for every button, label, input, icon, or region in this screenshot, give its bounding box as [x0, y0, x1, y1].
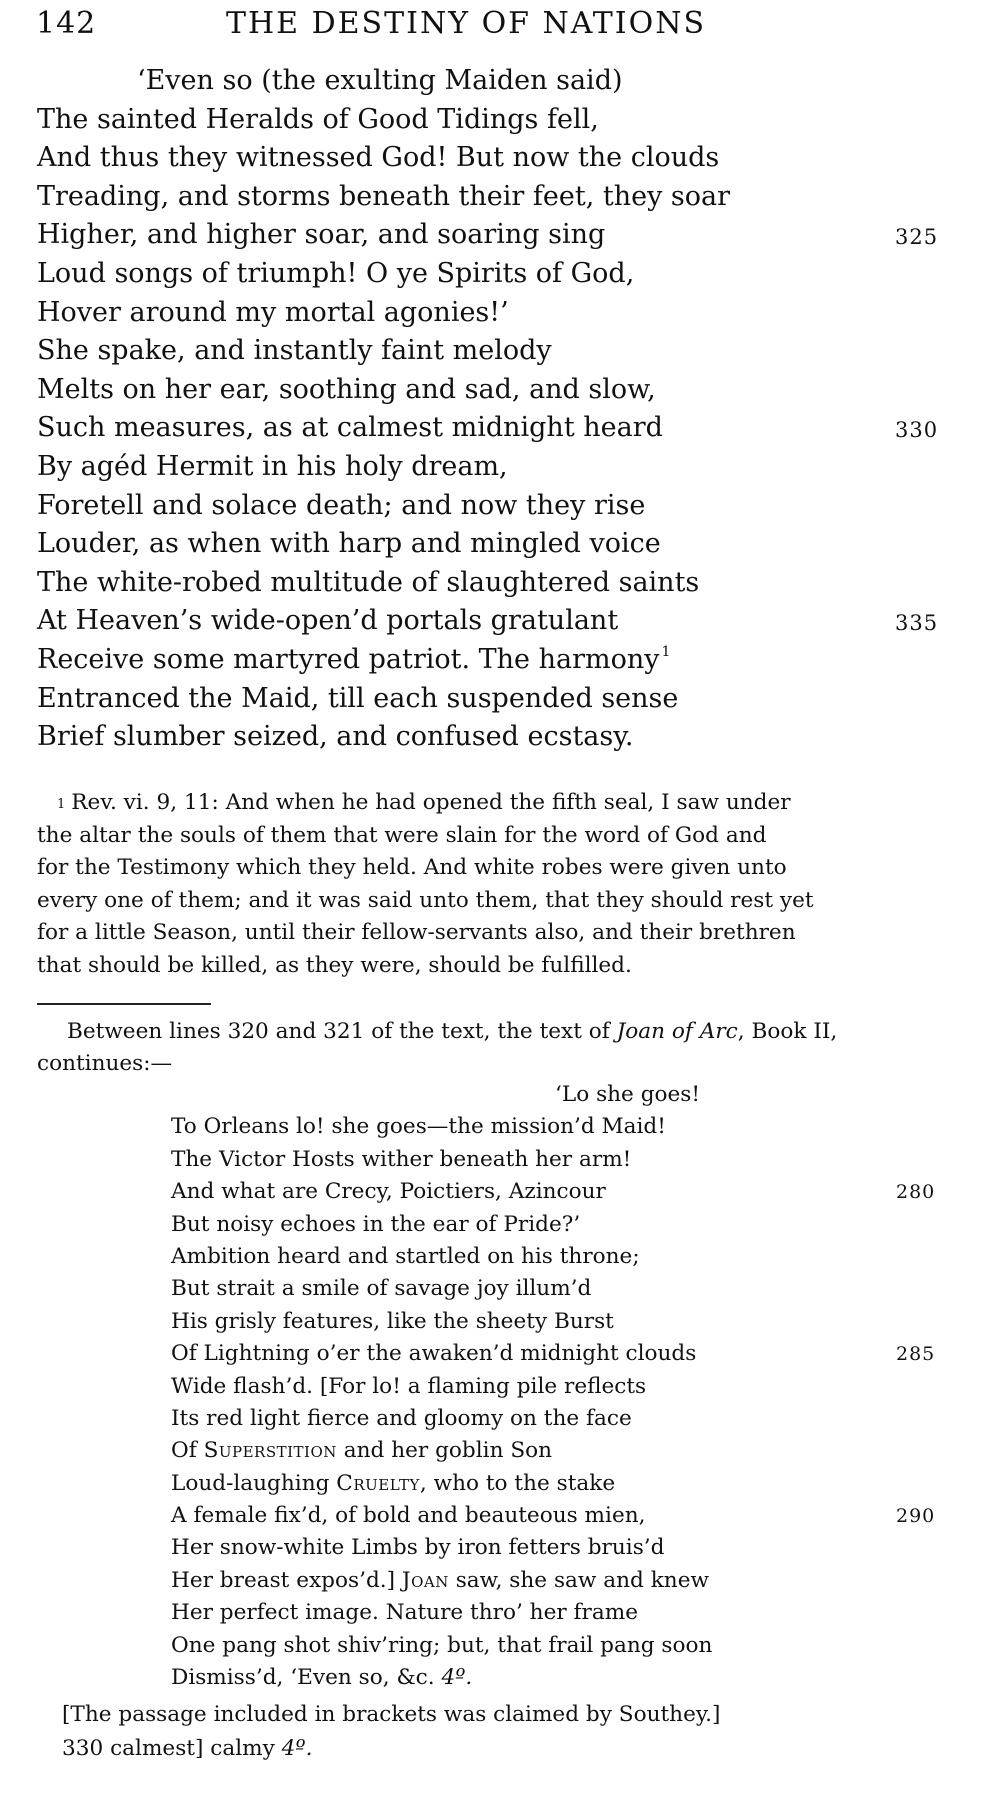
line-number: 330: [895, 418, 939, 443]
footnote-reference[interactable]: 1: [661, 643, 671, 660]
line-number: 335: [895, 611, 939, 636]
page-title: THE DESTINY OF NATIONS: [226, 6, 707, 41]
line-number: 325: [895, 225, 939, 250]
poem-line: She spake, and instantly faint melody: [37, 335, 552, 367]
variant-line: The Victor Hosts wither beneath her arm!: [171, 1146, 632, 1172]
line-number: 290: [896, 1505, 936, 1528]
footnote-line: every one of them; and it was said unto them, that they should rest yet: [37, 887, 814, 913]
variant-line: But strait a smile of savage joy illum’d: [171, 1276, 592, 1302]
poem-line: Brief slumber seized, and confused ecstasy.: [37, 721, 634, 753]
variant-line: Dismiss’d, ‘Even so, &c. 4º.: [171, 1665, 473, 1691]
variant-intro-line: continues:—: [37, 1051, 173, 1076]
poem-line: Foretell and solace death; and now they rise: [37, 489, 646, 521]
edition-mark: 4º.: [441, 1665, 473, 1691]
variant-line: Her breast expos’d.] Joan saw, she saw and knew: [171, 1567, 709, 1593]
textual-variant-note: 330 calmest] calmy 4º.: [62, 1736, 313, 1761]
footnote-mark: 1: [57, 797, 66, 812]
footnote-line: that should be killed, as they were, should be fulfilled.: [37, 952, 632, 978]
variant-line: Loud-laughing Cruelty, who to the stake: [171, 1470, 616, 1496]
poem-line: Loud songs of triumph! O ye Spirits of God,: [37, 257, 635, 289]
variant-line: One pang shot shiv’ring; but, that frail pang soon: [171, 1632, 713, 1658]
poem-line: Entranced the Maid, till each suspended sense: [37, 682, 679, 714]
poem-text: [37, 62, 937, 757]
poem-line: Such measures, as at calmest midnight heard 330: [37, 409, 937, 448]
page-number: 142: [36, 6, 97, 41]
variant-introduction: [37, 1016, 955, 1080]
variant-passage: [171, 1079, 961, 1694]
poem-line: Treading, and storms beneath their feet, they soar: [37, 180, 731, 212]
edition-mark: 4º.: [281, 1736, 313, 1761]
footnote-line: for a little Season, until their fellow-servants also, and their brethren: [37, 920, 796, 946]
poem-line: Receive some martyred patriot. The harmony $^1$: [37, 643, 671, 675]
poem-line: Louder, as when with harp and mingled voice: [37, 528, 661, 560]
bracket-note: [The passage included in brackets was claimed by Southey.]: [62, 1702, 721, 1727]
variant-line: And what are Crecy, Poictiers, Azincour 280: [171, 1176, 961, 1208]
personification: Cruelty: [336, 1470, 420, 1496]
poem-line: Hover around my mortal agonies!’: [37, 296, 509, 328]
variant-line: Its red light fierce and gloomy on the face: [171, 1405, 632, 1431]
variant-line: ‘Lo she goes!: [555, 1082, 701, 1107]
footnote: [37, 787, 955, 983]
poem-line: ‘Even so (the exulting Maiden said): [137, 65, 623, 96]
poem-line: Higher, and higher soar, and soaring sing 325: [37, 216, 937, 255]
footnote-line: for the Testimony which they held. And white robes were given unto: [37, 855, 787, 881]
footnote-line: the altar the souls of them that were slain for the word of God and: [37, 822, 767, 848]
variant-line: Her snow-white Limbs by iron fetters bruis’d: [171, 1535, 665, 1561]
poem-line: The sainted Heralds of Good Tidings fell,: [37, 103, 599, 135]
variant-line: To Orleans lo! she goes—the mission’d Maid!: [171, 1114, 666, 1140]
variant-line: Of Lightning o’er the awaken’d midnight clouds 285: [171, 1338, 961, 1370]
line-number: 285: [896, 1343, 936, 1366]
variant-line: His grisly features, like the sheety Burst: [171, 1308, 614, 1334]
personification: Superstition: [203, 1438, 337, 1464]
poem-line: Melts on her ear, soothing and sad, and slow,: [37, 373, 656, 405]
variant-intro-line: Between lines 320 and 321 of the text, the text of Joan of Arc, Book II,: [67, 1019, 838, 1044]
running-head: [36, 6, 940, 46]
footnote-line: $^1$ Rev. vi. 9, 11: And when he had opened the fifth seal, I saw under: [57, 790, 791, 815]
poem-line: And thus they witnessed God! But now the clouds: [37, 142, 720, 174]
variant-line: Ambition heard and startled on his throne;: [171, 1243, 640, 1269]
editorial-notes: [62, 1698, 962, 1766]
poem-line: The white-robed multitude of slaughtered saints: [37, 566, 700, 598]
variant-line: Of Superstition and her goblin Son: [171, 1438, 553, 1464]
work-title: Joan of Arc: [616, 1019, 738, 1044]
poem-line: At Heaven’s wide-open’d portals gratulant 335: [37, 602, 937, 641]
variant-line: A female fix’d, of bold and beauteous mien, 290: [171, 1500, 961, 1532]
character-name: Joan: [401, 1567, 449, 1593]
section-divider: [37, 1003, 211, 1005]
variant-line: Wide flash’d. [For lo! a flaming pile reflects: [171, 1373, 647, 1399]
variant-line: Her perfect image. Nature thro’ her frame: [171, 1600, 638, 1626]
poem-line: By agéd Hermit in his holy dream,: [37, 450, 508, 482]
variant-line: But noisy echoes in the ear of Pride?’: [171, 1211, 581, 1237]
line-number: 280: [896, 1181, 936, 1204]
